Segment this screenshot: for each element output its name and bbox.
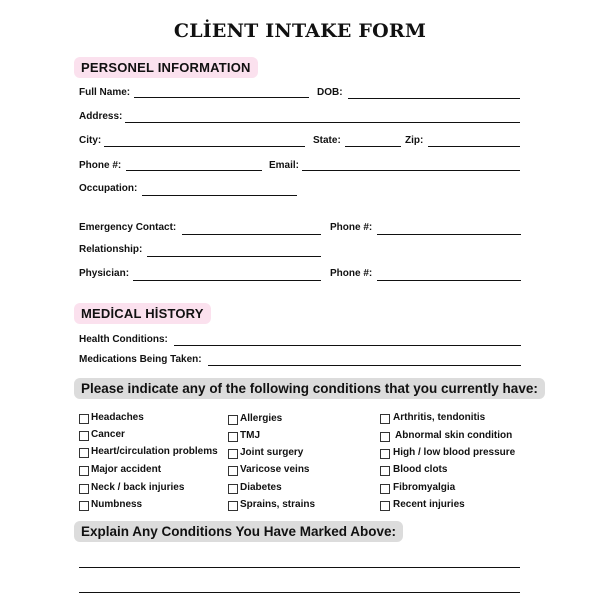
checkbox-allergies[interactable]	[228, 415, 238, 425]
condition-label: Fibromyalgia	[393, 482, 456, 493]
emergency-phone-label: Phone #:	[330, 222, 373, 233]
city-field[interactable]	[104, 146, 305, 147]
checkbox-varicose-veins[interactable]	[228, 466, 238, 476]
emergency-phone-field[interactable]	[377, 234, 521, 235]
physician-phone-field[interactable]	[377, 280, 521, 281]
checkbox-arthritis[interactable]	[380, 414, 390, 424]
explain-line-1[interactable]	[79, 567, 520, 568]
email-label: Email:	[269, 160, 300, 171]
checkbox-neck-back[interactable]	[79, 484, 89, 494]
explain-heading: Explain Any Conditions You Have Marked Above:	[74, 521, 403, 542]
phone-field[interactable]	[126, 170, 262, 171]
state-field[interactable]	[345, 146, 401, 147]
condition-label: Varicose veins	[240, 464, 310, 475]
zip-field[interactable]	[428, 146, 520, 147]
state-label: State:	[313, 135, 341, 146]
form-title: CLİENT INTAKE FORM	[173, 20, 427, 42]
health-conditions-field[interactable]	[174, 345, 521, 346]
condition-label: Major accident	[91, 464, 162, 475]
checkbox-major-accident[interactable]	[79, 466, 89, 476]
checkbox-joint-surgery[interactable]	[228, 449, 238, 459]
condition-label: Recent injuries	[393, 499, 465, 510]
checkbox-fibromyalgia[interactable]	[380, 484, 390, 494]
physician-label: Physician:	[79, 268, 130, 279]
condition-label: Diabetes	[240, 482, 282, 493]
health-conditions-label: Health Conditions:	[79, 334, 168, 345]
medications-field[interactable]	[208, 365, 521, 366]
occupation-label: Occupation:	[79, 183, 138, 194]
checkbox-diabetes[interactable]	[228, 484, 238, 494]
checkbox-abnormal-skin[interactable]	[380, 432, 390, 442]
email-field[interactable]	[302, 170, 520, 171]
medical-history-heading: MEDİCAL HİSTORY	[74, 303, 211, 324]
address-label: Address:	[79, 111, 123, 122]
condition-label: Numbness	[91, 499, 143, 510]
city-label: City:	[79, 135, 102, 146]
condition-label: Arthritis, tendonitis	[393, 412, 486, 423]
phone-label: Phone #:	[79, 160, 122, 171]
checkbox-blood-pressure[interactable]	[380, 449, 390, 459]
physician-phone-label: Phone #:	[330, 268, 373, 279]
medications-label: Medications Being Taken:	[79, 354, 202, 365]
checkbox-numbness[interactable]	[79, 501, 89, 511]
physician-field[interactable]	[133, 280, 321, 281]
condition-label: Blood clots	[393, 464, 448, 475]
emergency-contact-field[interactable]	[182, 234, 321, 235]
checkbox-sprains-strains[interactable]	[228, 501, 238, 511]
address-field[interactable]	[125, 122, 520, 123]
condition-label: Headaches	[91, 412, 144, 423]
full-name-field[interactable]	[134, 97, 309, 98]
occupation-field[interactable]	[142, 195, 297, 196]
checkbox-tmj[interactable]	[228, 432, 238, 442]
condition-label: High / low blood pressure	[393, 447, 516, 458]
checkbox-blood-clots[interactable]	[380, 466, 390, 476]
relationship-label: Relationship:	[79, 244, 143, 255]
checkbox-heart-circulation[interactable]	[79, 448, 89, 458]
condition-label: Cancer	[91, 429, 125, 440]
checkbox-recent-injuries[interactable]	[380, 501, 390, 511]
condition-label: Allergies	[240, 413, 283, 424]
condition-label: Sprains, strains	[240, 499, 316, 510]
conditions-heading: Please indicate any of the following conditions that you currently have:	[74, 378, 545, 399]
zip-label: Zip:	[405, 135, 424, 146]
checkbox-headaches[interactable]	[79, 414, 89, 424]
condition-label: Heart/circulation problems	[91, 446, 218, 457]
emergency-contact-label: Emergency Contact:	[79, 222, 177, 233]
checkbox-cancer[interactable]	[79, 431, 89, 441]
condition-label: Abnormal skin condition	[395, 430, 513, 441]
dob-field[interactable]	[348, 98, 520, 99]
explain-line-2[interactable]	[79, 592, 520, 593]
condition-label: Neck / back injuries	[91, 482, 185, 493]
full-name-label: Full Name:	[79, 87, 131, 98]
condition-label: TMJ	[240, 430, 260, 441]
personal-information-heading: PERSONEL INFORMATION	[74, 57, 258, 78]
dob-label: DOB:	[317, 87, 343, 98]
relationship-field[interactable]	[147, 256, 321, 257]
condition-label: Joint surgery	[240, 447, 304, 458]
